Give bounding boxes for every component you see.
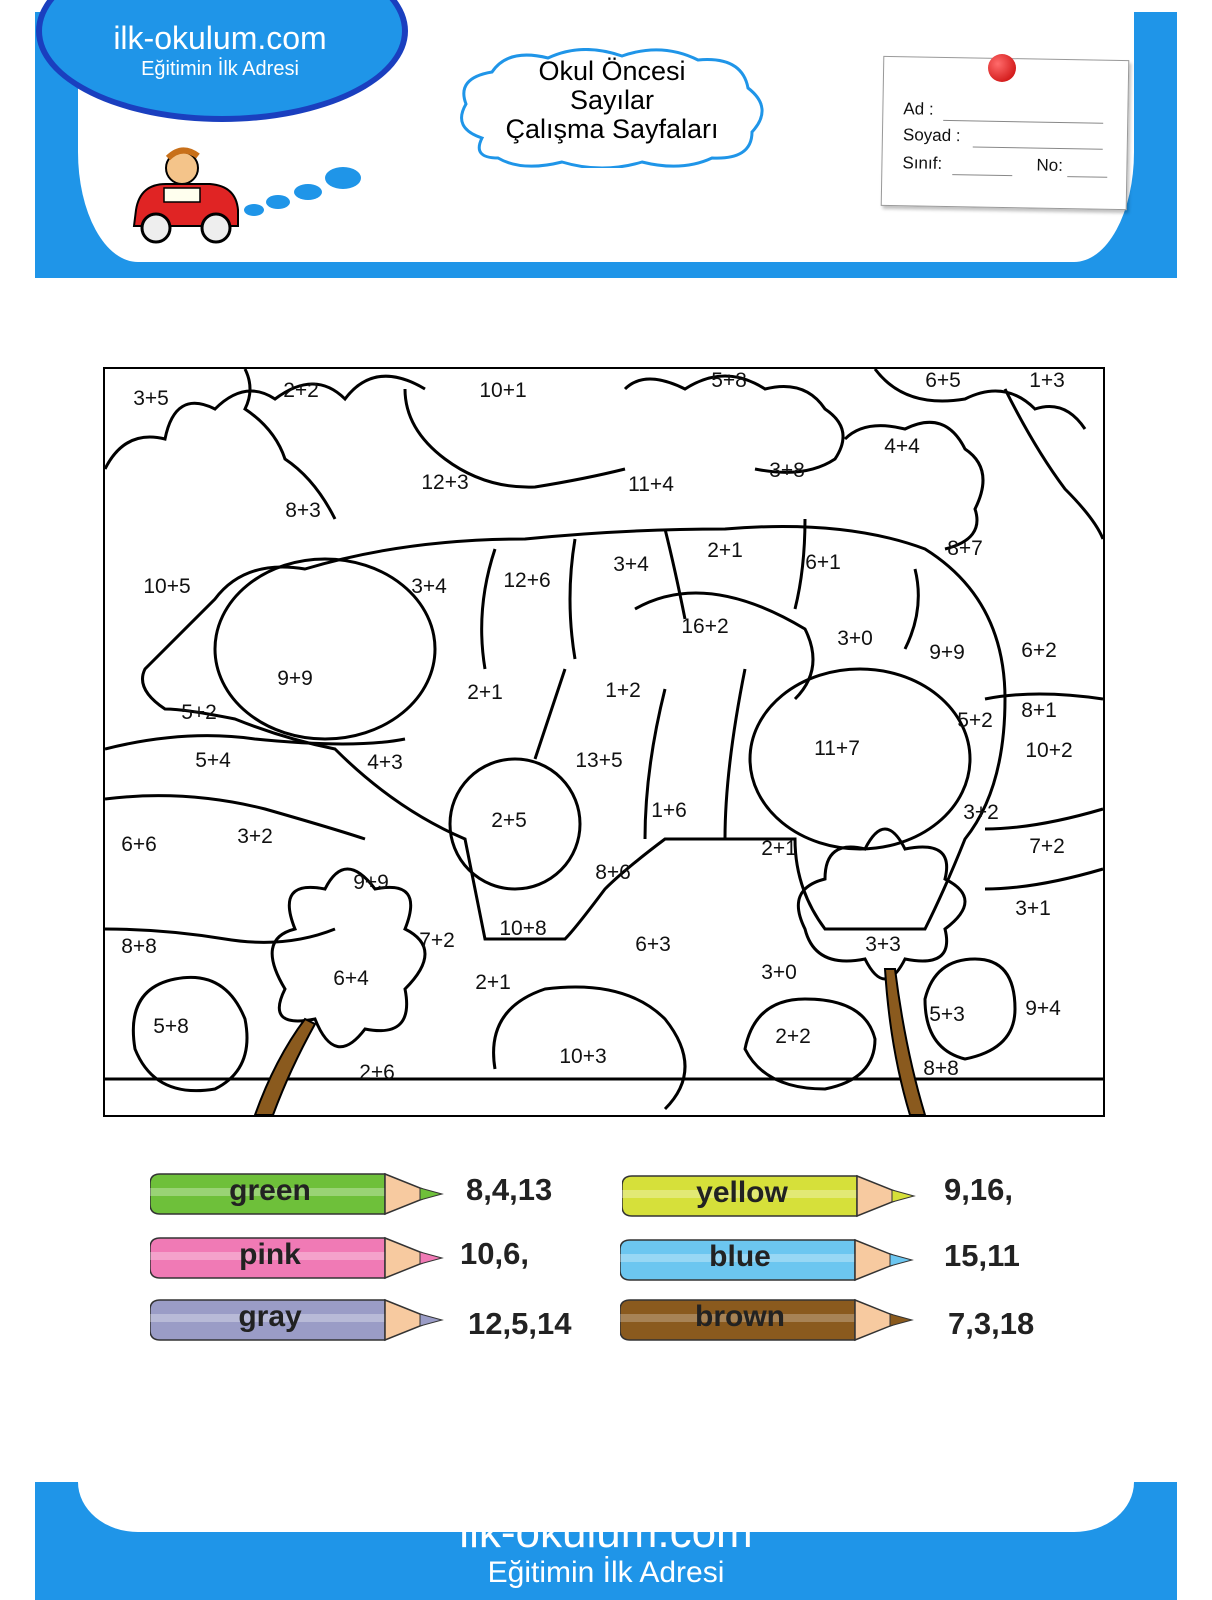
thought-bubbles xyxy=(238,158,388,218)
region-label: 8+6 xyxy=(595,861,631,884)
pencil-numbers: 8,4,13 xyxy=(466,1172,553,1207)
region-label: 3+4 xyxy=(411,575,447,598)
region-label: 2+6 xyxy=(359,1061,395,1084)
pencil-label: blue xyxy=(709,1240,771,1273)
region-label: 8+8 xyxy=(923,1057,959,1080)
region-label: 1+3 xyxy=(1029,369,1065,392)
car-illustration xyxy=(126,140,246,250)
pencil-tip xyxy=(890,1314,912,1326)
number-label: No: xyxy=(1036,155,1064,176)
region-label: 10+5 xyxy=(143,575,191,598)
region-label: 2+1 xyxy=(707,539,743,562)
region-label: 3+0 xyxy=(837,627,873,650)
region-label: 8+3 xyxy=(285,499,321,522)
region-label: 9+4 xyxy=(1025,997,1061,1020)
region-label: 9+9 xyxy=(277,667,313,690)
pencil-numbers: 10,6, xyxy=(460,1236,529,1271)
region-label: 3+1 xyxy=(1015,897,1051,920)
pencil-blue[interactable] xyxy=(620,1236,920,1284)
region-label: 10+3 xyxy=(559,1045,607,1068)
region-label: 3+2 xyxy=(963,801,999,824)
pencil-tip xyxy=(892,1190,914,1202)
region-label: 2+1 xyxy=(761,837,797,860)
region-label: 6+2 xyxy=(1021,639,1057,662)
region-label: 16+2 xyxy=(681,615,729,638)
region-label: 1+6 xyxy=(651,799,687,822)
pencil-tip xyxy=(420,1188,442,1200)
region-label: 6+5 xyxy=(925,369,961,392)
class-label: Sınıf: xyxy=(902,153,943,173)
pencil-brown[interactable] xyxy=(620,1296,920,1344)
region-label: 5+2 xyxy=(957,709,993,732)
pencil-label: green xyxy=(229,1174,311,1207)
logo-site-name[interactable]: ilk-okulum.com xyxy=(113,20,327,56)
region-label: 3+8 xyxy=(769,459,805,482)
title-line-2: Sayılar xyxy=(569,85,655,115)
region-label: 12+3 xyxy=(421,471,469,494)
pencil-numbers: 9,16, xyxy=(944,1172,1013,1207)
region-label: 5+8 xyxy=(153,1015,189,1038)
pencil-label: yellow xyxy=(696,1176,788,1209)
title-cloud xyxy=(452,48,772,168)
region-label: 3+4 xyxy=(613,553,649,576)
pencil-tip xyxy=(420,1314,442,1326)
region-label: 10+1 xyxy=(479,379,527,402)
push-pin-icon xyxy=(988,54,1016,82)
region-label: 5+8 xyxy=(711,369,747,392)
region-label: 8+8 xyxy=(121,935,157,958)
pencil-pink[interactable] xyxy=(150,1234,450,1282)
color-by-number-picture[interactable] xyxy=(103,367,1105,1117)
class-field[interactable] xyxy=(952,174,1012,176)
title-line-1: Okul Öncesi xyxy=(538,56,686,86)
region-label: 5+2 xyxy=(181,701,217,724)
surname-label: Soyad : xyxy=(902,125,961,146)
region-label: 7+2 xyxy=(1029,835,1065,858)
logo-tagline: Eğitimin İlk Adresi xyxy=(141,58,299,80)
pencil-numbers: 15,11 xyxy=(944,1238,1020,1273)
region-label: 9+9 xyxy=(353,871,389,894)
pencil-tip xyxy=(890,1254,912,1266)
footer-tagline: Eğitimin İlk Adresi xyxy=(487,1556,725,1589)
region-label: 2+2 xyxy=(283,379,319,402)
footer-site-name[interactable]: ilk-okulum.com xyxy=(459,1508,753,1557)
pencil-label: pink xyxy=(239,1238,301,1271)
region-label: 2+1 xyxy=(467,681,503,704)
region-label: 7+2 xyxy=(419,929,455,952)
pencil-numbers: 12,5,14 xyxy=(468,1306,572,1341)
region-label: 6+4 xyxy=(333,967,369,990)
region-label: 2+2 xyxy=(775,1025,811,1048)
region-label: 3+3 xyxy=(865,933,901,956)
name-label: Ad : xyxy=(903,99,934,119)
region-label: 10+2 xyxy=(1025,739,1073,762)
region-label: 11+4 xyxy=(628,473,674,496)
title-line-3: Çalışma Sayfaları xyxy=(505,114,719,144)
region-label: 13+5 xyxy=(575,749,623,772)
region-label: 3+2 xyxy=(237,825,273,848)
region-label: 5+3 xyxy=(929,1003,965,1026)
region-label: 12+6 xyxy=(503,569,551,592)
pencil-label: brown xyxy=(695,1300,785,1333)
pencil-tip xyxy=(420,1252,442,1264)
region-label: 1+2 xyxy=(605,679,641,702)
region-label: 5+4 xyxy=(195,749,231,772)
region-label: 10+8 xyxy=(499,917,547,940)
pencil-green[interactable] xyxy=(150,1170,450,1218)
region-label: 3+5 xyxy=(133,387,169,410)
region-label: 8+7 xyxy=(947,537,983,560)
region-label: 11+7 xyxy=(814,737,860,760)
pencil-numbers: 7,3,18 xyxy=(948,1306,1035,1341)
name-field[interactable] xyxy=(943,120,1103,124)
region-label: 3+0 xyxy=(761,961,797,984)
pencil-gray[interactable] xyxy=(150,1296,450,1344)
region-label: 8+1 xyxy=(1021,699,1057,722)
surname-field[interactable] xyxy=(973,146,1103,149)
number-field[interactable] xyxy=(1067,176,1107,178)
region-label: 2+5 xyxy=(491,809,527,832)
region-label: 6+3 xyxy=(635,933,671,956)
pencil-label: gray xyxy=(238,1300,302,1333)
region-label: 4+3 xyxy=(367,751,403,774)
region-label: 4+4 xyxy=(884,435,920,458)
region-label: 2+1 xyxy=(475,971,511,994)
region-label: 6+6 xyxy=(121,833,157,856)
pencil-yellow[interactable] xyxy=(622,1172,922,1220)
region-label: 6+1 xyxy=(805,551,841,574)
region-label: 9+9 xyxy=(929,641,965,664)
